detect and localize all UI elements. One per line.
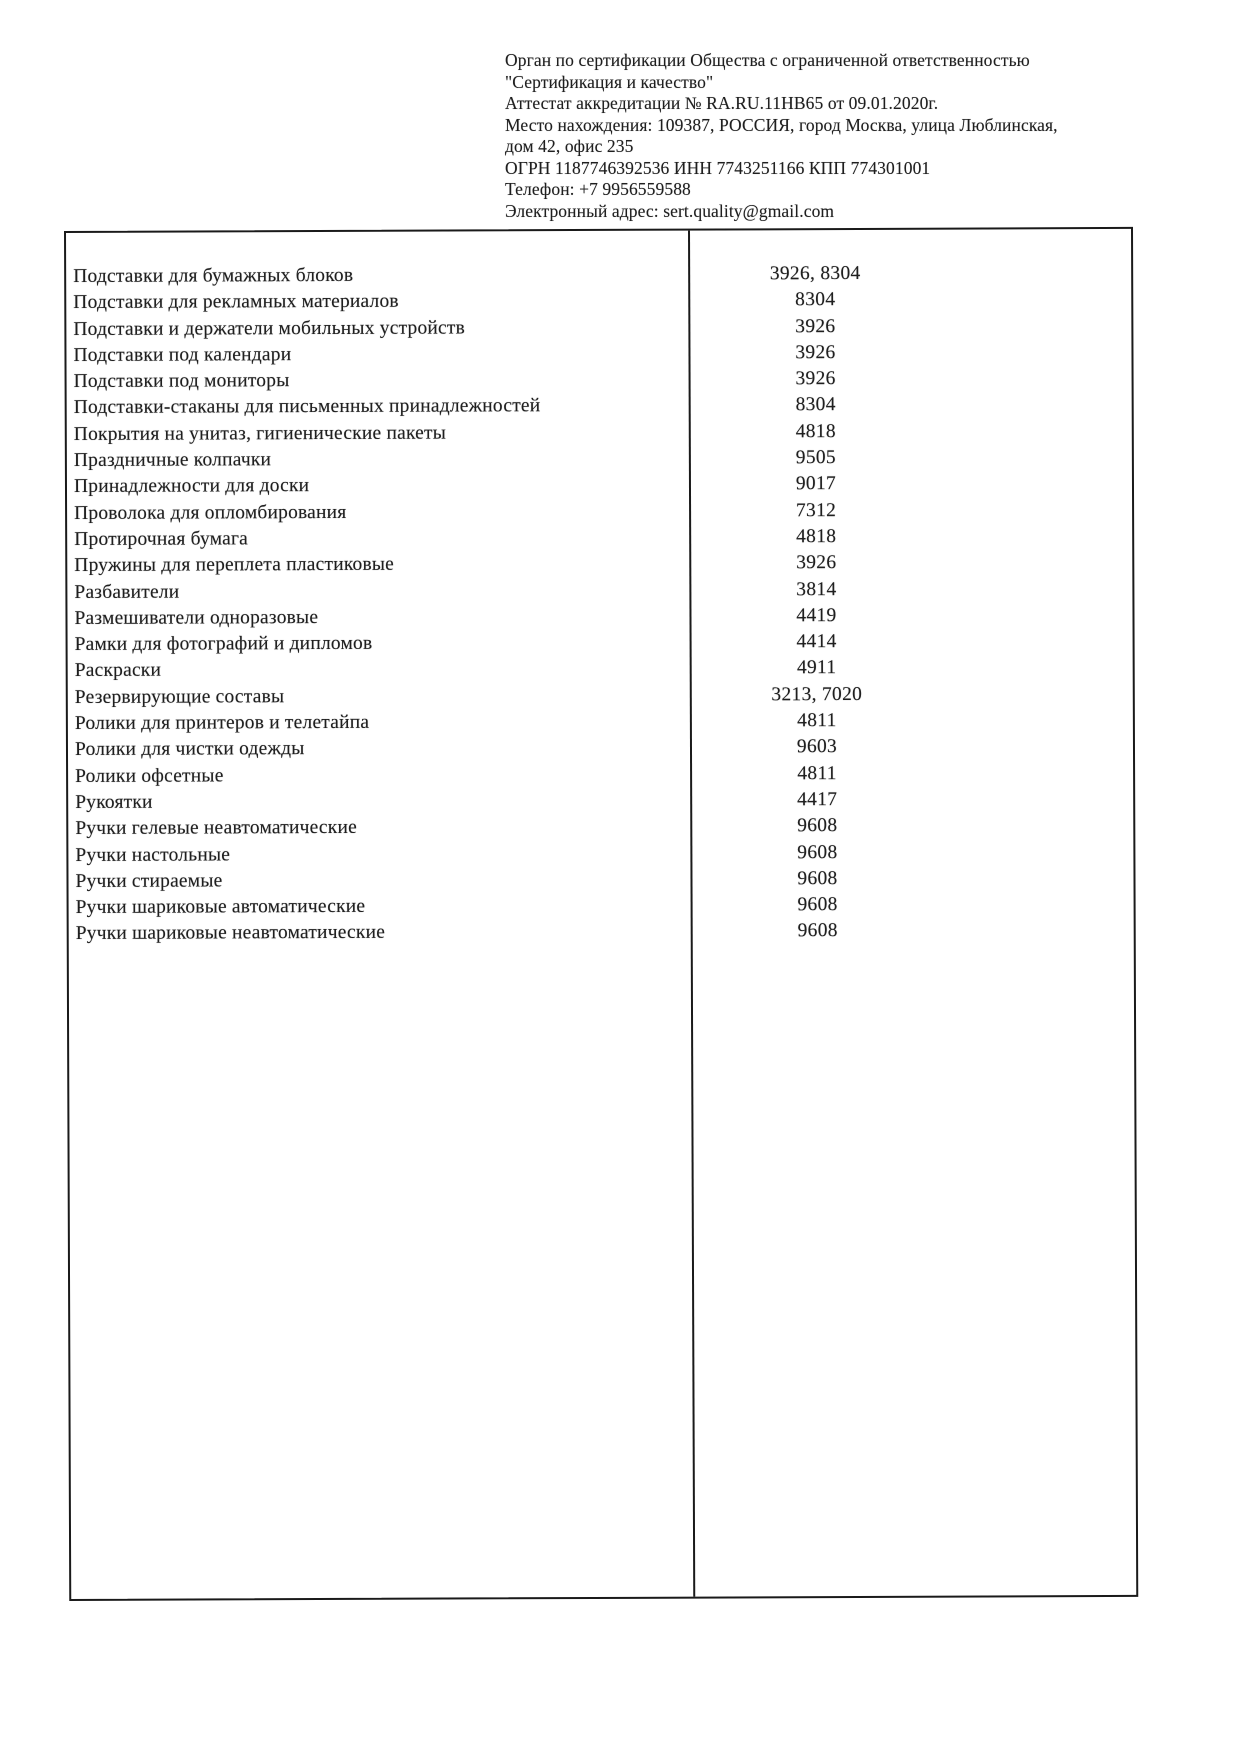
product-name-cell: Ролики для принтеров и телетайпа [74, 711, 370, 735]
product-name-cell: Ручки стираемые [75, 870, 223, 892]
product-name-cell: Принадлежности для доски [73, 475, 310, 498]
certification-org-header [505, 50, 1105, 222]
product-code-cell: 4419 [796, 604, 837, 627]
product-codes-table [64, 227, 1138, 1601]
product-code-cell: 9608 [797, 867, 838, 890]
product-name-cell: Ролики для чистки одежды [74, 738, 305, 761]
product-code-cell: 3926 [796, 552, 837, 574]
product-code-cell: 8304 [795, 289, 836, 311]
product-code-cell: 3926 [795, 315, 836, 337]
product-name-cell: Рамки для фотографий и дипломов [74, 632, 373, 656]
product-code-cell: 4818 [796, 526, 837, 548]
product-code-cell: 9608 [797, 841, 838, 863]
product-name-cell: Раскраски [74, 660, 162, 682]
product-code-cell: 4811 [797, 710, 837, 732]
product-code-cell: 9017 [795, 473, 837, 495]
header-line: Место нахождения: 109387, РОССИЯ, город Москва, улица Люблинская, [505, 114, 1058, 135]
header-line: ОГРН 1187746392536 ИНН 7743251166 КПП 774301001 [505, 157, 931, 178]
product-name-cell: Подставки для рекламных материалов [73, 291, 399, 314]
product-name-cell: Рукоятки [75, 791, 153, 813]
header-line: дом 42, офис 235 [505, 136, 634, 156]
product-name-cell: Протирочная бумага [74, 528, 249, 550]
product-code-cell: 4818 [795, 420, 836, 442]
product-code-cell: 4811 [797, 762, 837, 784]
product-code-cell: 3814 [796, 578, 837, 600]
product-code-cell: 9603 [796, 736, 838, 758]
product-code-cell: 9608 [797, 920, 838, 942]
product-name-cell: Проволока для опломбирования [74, 501, 347, 524]
product-name-cell: Подставки под календари [73, 344, 292, 366]
product-name-cell: Праздничные колпачки [73, 449, 272, 472]
product-name-cell: Размешиватели одноразовые [74, 606, 319, 629]
product-code-cell: 9608 [797, 815, 838, 837]
product-name-cell: Пружины для переплета пластиковые [74, 554, 395, 577]
product-code-cell: 7312 [795, 499, 837, 521]
product-code-cell: 9608 [797, 894, 838, 916]
product-code-cell: 4911 [796, 657, 837, 679]
product-code-cell: 9505 [795, 447, 837, 469]
header-line: "Сертификация и качество" [505, 71, 714, 92]
product-code-column [688, 229, 1136, 1597]
product-name-cell: Подставки-стаканы для письменных принадлежностей [73, 395, 541, 419]
product-name-cell: Подставки и держатели мобильных устройств [73, 317, 466, 340]
product-code-cell: 4414 [796, 631, 837, 653]
product-name-column [66, 231, 693, 1599]
product-name-cell: Ручки гелевые неавтоматические [75, 817, 357, 840]
product-name-cell: Ролики офсетные [75, 765, 224, 787]
product-name-cell: Ручки шариковые автоматические [75, 895, 366, 919]
product-name-cell: Разбавители [74, 581, 180, 603]
product-code-cell: 3926 [795, 368, 836, 390]
product-code-cell: 4417 [797, 788, 838, 811]
header-line: Орган по сертификации Общества с ограниченной ответственностью [505, 50, 1030, 70]
product-name-cell: Резервирующие составы [74, 685, 285, 708]
product-name-cell: Покрытия на унитаз, гигиенические пакеты [73, 422, 447, 445]
product-name-cell: Ручки настольные [75, 843, 231, 866]
product-name-cell: Подставки под мониторы [73, 370, 290, 393]
product-code-cell: 3213, 7020 [771, 683, 863, 706]
header-line: Электронный адрес: sert.quality@gmail.com [505, 200, 835, 221]
product-name-cell: Подставки для бумажных блоков [73, 264, 354, 287]
header-line: Телефон: +7 9956559588 [505, 179, 691, 199]
product-code-cell: 3926, 8304 [769, 262, 861, 285]
product-code-cell: 8304 [795, 394, 836, 416]
product-name-cell: Ручки шариковые неавтоматические [75, 922, 386, 945]
header-line: Аттестат аккредитации № RA.RU.11НВ65 от 09.01.2020г. [505, 93, 939, 113]
product-code-cell: 3926 [795, 341, 836, 364]
